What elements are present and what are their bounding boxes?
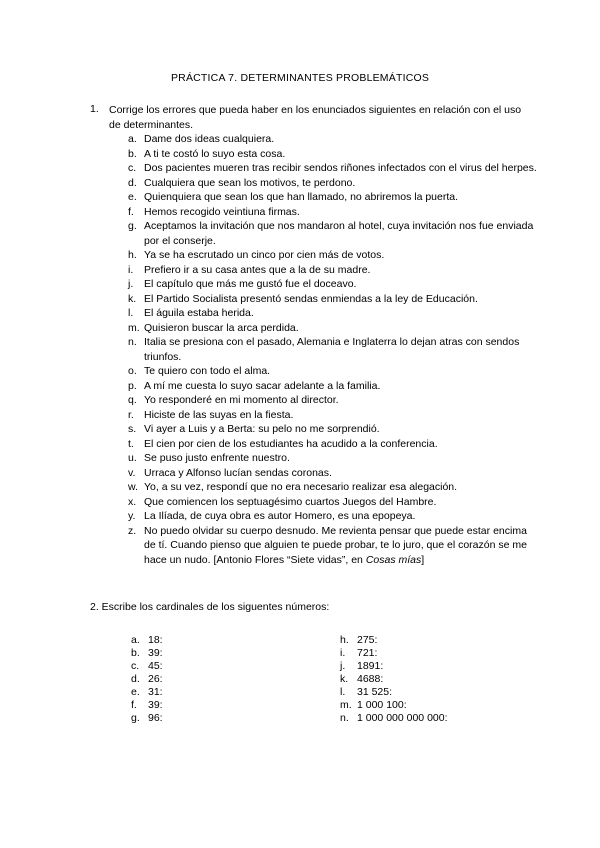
list-item — [128, 364, 538, 379]
item-letter: f. — [131, 699, 137, 711]
item-text: El Partido Socialista presentó sendas enmiendas a la ley de Educación. — [144, 292, 478, 305]
list-item — [128, 422, 538, 437]
question-1-number: 1. — [90, 103, 99, 115]
number-value: 275: — [357, 634, 378, 646]
item-letter: n. — [128, 336, 137, 348]
list-item — [128, 480, 538, 495]
item-letter: r. — [128, 408, 134, 421]
item-letter: b. — [128, 147, 137, 160]
item-letter: k. — [340, 673, 349, 685]
number-value: 18: — [148, 634, 163, 646]
item-text: La Ilíada, de cuya obra es autor Homero, es una epopeya. — [144, 510, 416, 522]
item-text: Hemos recogido veintiuna firmas. — [144, 205, 300, 218]
item-letter: l. — [128, 307, 134, 319]
list-item — [131, 647, 281, 660]
list-item — [340, 686, 500, 699]
item-letter: s. — [128, 423, 137, 435]
item-letter: d. — [128, 176, 137, 189]
item-text: Yo, a su vez, respondí que no era necesario realizar esa alegación. — [144, 481, 458, 493]
list-item — [131, 686, 281, 699]
item-text: Te quiero con todo el alma. — [144, 365, 271, 377]
item-letter: e. — [128, 191, 137, 203]
item-letter: b. — [131, 647, 140, 659]
list-item — [340, 699, 500, 712]
list-item — [340, 647, 500, 660]
number-value: 45: — [148, 660, 163, 672]
list-item — [128, 495, 538, 510]
list-item — [128, 321, 538, 336]
item-text: Quisieron buscar la arca perdida. — [144, 321, 299, 334]
item-text: El águila estaba herida. — [144, 307, 254, 319]
item-letter: d. — [131, 673, 140, 685]
question-2-heading: 2. Escribe los cardinales de los siguentes números: — [90, 601, 330, 613]
number-value: 1 000 000 000 000: — [357, 712, 448, 724]
list-item — [128, 393, 538, 408]
list-item — [128, 219, 538, 248]
item-letter: w. — [128, 481, 138, 493]
number-value: 31: — [148, 686, 163, 698]
item-text: A ti te costó lo suyo esta cosa. — [144, 147, 286, 160]
item-text: Que comiencen los septuagésimo cuartos Juegos del Hambre. — [144, 495, 437, 508]
item-text-end: ] — [421, 553, 425, 566]
question-1-items — [128, 132, 538, 567]
list-item — [128, 306, 538, 321]
item-text: Vi ayer a Luis y a Berta: su pelo no me sorprendió. — [144, 423, 380, 435]
list-item — [128, 408, 538, 423]
item-text: Dos pacientes mueren tras recibir sendos riñones infectados con el virus del herpes. — [144, 162, 537, 174]
item-letter: l. — [340, 686, 346, 698]
item-letter: h. — [340, 634, 349, 646]
list-item — [128, 335, 538, 364]
list-item — [128, 132, 538, 147]
list-item — [128, 509, 538, 524]
item-text: Dame dos ideas cualquiera. — [144, 133, 275, 145]
list-item — [128, 437, 538, 452]
item-letter: m. — [128, 321, 140, 334]
item-letter: a. — [128, 133, 137, 145]
list-item — [128, 379, 538, 394]
item-letter: o. — [128, 365, 137, 377]
number-value: 96: — [148, 712, 163, 724]
item-text: No puedo olvidar su cuerpo desnudo. Me revienta pensar que puede estar encima de tí. Cuando pienso que alguien te puede probar, te lo juro, que el corazón se me hace un nudo. [Antonio Flores “Siete vidas”, en — [144, 524, 527, 566]
item-letter: z. — [128, 524, 137, 537]
item-letter: c. — [131, 660, 140, 672]
list-item — [131, 673, 281, 686]
list-item — [131, 660, 281, 673]
item-text: Hiciste de las suyas en la fiesta. — [144, 408, 294, 421]
item-text: El capítulo que más me gustó fue el doceavo. — [144, 278, 357, 290]
list-item — [340, 712, 500, 725]
item-letter: n. — [340, 712, 349, 724]
numbers-column-1 — [131, 634, 281, 725]
item-text: A mí me cuesta lo suyo sacar adelante a la familia. — [144, 379, 381, 392]
item-text: Prefiero ir a su casa antes que a la de su madre. — [144, 263, 371, 276]
list-item — [128, 466, 538, 481]
list-item — [131, 699, 281, 712]
list-item — [128, 176, 538, 191]
item-letter: j. — [128, 278, 134, 290]
item-letter: m. — [340, 699, 352, 711]
item-text: Quienquiera que sean los que han llamado, no abriremos la puerta. — [144, 191, 459, 203]
list-item — [128, 147, 538, 162]
item-letter: p. — [128, 379, 137, 392]
item-letter: q. — [128, 394, 137, 406]
item-letter: a. — [131, 634, 140, 646]
item-text: Italia se presiona con el pasado, Alemania e Inglaterra lo dejan atras con sendos triunfos. — [144, 336, 520, 363]
item-letter: k. — [128, 292, 137, 305]
list-item — [340, 673, 500, 686]
number-value: 26: — [148, 673, 163, 685]
item-text: Urraca y Alfonso lucían sendas coronas. — [144, 466, 332, 479]
item-text: Yo responderé en mi momento al director. — [144, 394, 339, 406]
page-title: PRÁCTICA 7. DETERMINANTES PROBLEMÁTICOS — [170, 72, 430, 84]
numbers-column-2 — [340, 634, 500, 725]
item-letter: j. — [340, 660, 346, 672]
item-letter: i. — [340, 647, 346, 659]
item-text: Se puso justo enfrente nuestro. — [144, 452, 290, 464]
item-text: El cien por cien de los estudiantes ha acudido a la conferencia. — [144, 437, 438, 450]
number-value: 721: — [357, 647, 378, 659]
number-value: 1 000 100: — [357, 699, 407, 711]
item-letter: v. — [128, 466, 136, 479]
list-item — [128, 190, 538, 205]
item-letter: i. — [128, 263, 134, 276]
number-value: 39: — [148, 699, 163, 711]
list-item — [128, 524, 538, 568]
question-1-text: Corrige los errores que pueda haber en los enunciados siguientes en relación con el uso de determinantes. — [109, 104, 522, 131]
number-value: 1891: — [357, 660, 384, 672]
item-letter: g. — [131, 712, 140, 724]
item-text: Aceptamos la invitación que nos mandaron al hotel, cuya invitación nos fue enviada por el conserje. — [144, 220, 534, 247]
list-item — [128, 248, 538, 263]
list-item — [340, 660, 500, 673]
item-letter: y. — [128, 510, 136, 522]
list-item — [128, 205, 538, 220]
item-italic-title: Cosas mías — [365, 553, 422, 566]
item-letter: g. — [128, 220, 137, 232]
item-letter: u. — [128, 452, 137, 464]
list-item — [128, 161, 538, 176]
list-item — [340, 634, 500, 647]
item-letter: f. — [128, 205, 134, 218]
item-letter: e. — [131, 686, 140, 698]
item-text: Ya se ha escrutado un cinco por cien más de votos. — [144, 249, 385, 261]
list-item — [128, 451, 538, 466]
number-value: 39: — [148, 647, 163, 659]
item-letter: t. — [128, 437, 134, 450]
item-letter: h. — [128, 249, 137, 261]
list-item — [128, 292, 538, 307]
item-text: Cualquiera que sean los motivos, te perdono. — [144, 176, 356, 189]
item-letter: c. — [128, 162, 137, 174]
list-item — [128, 263, 538, 278]
list-item — [128, 277, 538, 292]
list-item — [131, 634, 281, 647]
number-value: 4688: — [357, 673, 384, 685]
item-letter: x. — [128, 495, 137, 508]
list-item — [131, 712, 281, 725]
number-value: 31 525: — [357, 686, 393, 698]
